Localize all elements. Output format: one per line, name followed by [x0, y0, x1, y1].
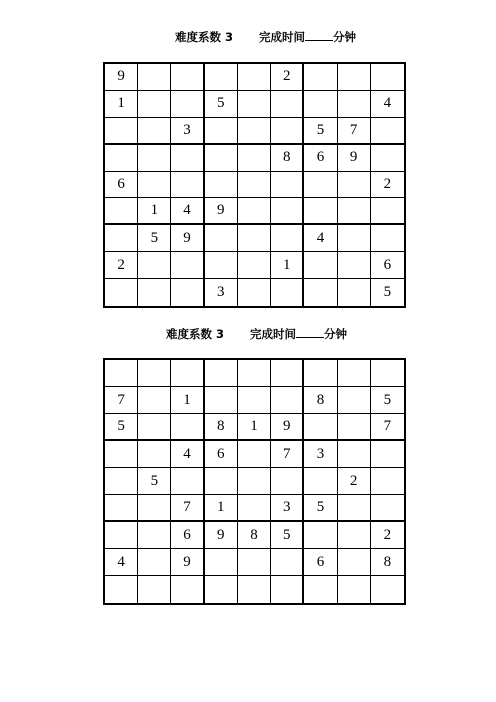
- sudoku-cell[interactable]: 8: [271, 145, 304, 172]
- sudoku-cell[interactable]: [304, 198, 337, 225]
- sudoku-cell[interactable]: [105, 279, 138, 306]
- sudoku-cell[interactable]: [105, 576, 138, 603]
- sudoku-cell[interactable]: 3: [304, 441, 337, 468]
- sudoku-cell[interactable]: [205, 172, 238, 199]
- difficulty-label: 难度系数 3: [166, 327, 225, 341]
- sudoku-cell[interactable]: [338, 279, 371, 306]
- sudoku-cell[interactable]: 8: [205, 414, 238, 441]
- sudoku-cell[interactable]: [371, 225, 404, 252]
- sudoku-cell[interactable]: 2: [338, 468, 371, 495]
- sudoku-cell[interactable]: 9: [338, 145, 371, 172]
- sudoku-cell[interactable]: [105, 522, 138, 549]
- sudoku-cell[interactable]: [138, 576, 171, 603]
- sudoku-cell[interactable]: [138, 387, 171, 414]
- sudoku-cell[interactable]: [171, 360, 204, 387]
- sudoku-cell[interactable]: [205, 64, 238, 91]
- sudoku-cell[interactable]: [105, 360, 138, 387]
- sudoku-cell[interactable]: 1: [271, 252, 304, 279]
- sudoku-cell[interactable]: [238, 387, 271, 414]
- sudoku-cell[interactable]: [138, 252, 171, 279]
- sudoku-cell[interactable]: 4: [304, 225, 337, 252]
- sudoku-cell[interactable]: 2: [105, 252, 138, 279]
- sudoku-cell[interactable]: 5: [304, 118, 337, 145]
- sudoku-cell[interactable]: [338, 91, 371, 118]
- sudoku-cell[interactable]: [238, 495, 271, 522]
- sudoku-cell[interactable]: 7: [171, 495, 204, 522]
- sudoku-cell[interactable]: [371, 64, 404, 91]
- sudoku-cell[interactable]: [304, 172, 337, 199]
- sudoku-cell[interactable]: 1: [238, 414, 271, 441]
- sudoku-cell[interactable]: [238, 252, 271, 279]
- sudoku-cell[interactable]: 1: [205, 495, 238, 522]
- sudoku-cell[interactable]: [271, 198, 304, 225]
- sudoku-cell[interactable]: [338, 576, 371, 603]
- sudoku-cell[interactable]: [105, 118, 138, 145]
- sudoku-cell[interactable]: [238, 64, 271, 91]
- sudoku-grid-1: [103, 62, 406, 308]
- sudoku-cell[interactable]: [238, 198, 271, 225]
- sudoku-cell[interactable]: [171, 91, 204, 118]
- sudoku-cell[interactable]: [338, 172, 371, 199]
- sudoku-cell[interactable]: 9: [205, 522, 238, 549]
- sudoku-cell[interactable]: [304, 91, 337, 118]
- sudoku-cell[interactable]: [238, 441, 271, 468]
- sudoku-cell[interactable]: [338, 495, 371, 522]
- sudoku-cell[interactable]: 7: [338, 118, 371, 145]
- sudoku-cell[interactable]: 7: [371, 414, 404, 441]
- sudoku-cell[interactable]: [271, 225, 304, 252]
- sudoku-cell[interactable]: [304, 360, 337, 387]
- sudoku-cell[interactable]: [271, 172, 304, 199]
- sudoku-cell[interactable]: [271, 360, 304, 387]
- sudoku-cell[interactable]: 5: [271, 522, 304, 549]
- sudoku-cell[interactable]: [105, 198, 138, 225]
- time-blank-line: [305, 30, 333, 41]
- sudoku-cell[interactable]: 5: [138, 468, 171, 495]
- sudoku-cell[interactable]: [304, 468, 337, 495]
- sudoku-cell[interactable]: [304, 576, 337, 603]
- sudoku-cell[interactable]: 5: [105, 414, 138, 441]
- sudoku-cell[interactable]: 6: [304, 549, 337, 576]
- sudoku-cell[interactable]: 3: [271, 495, 304, 522]
- sudoku-cell[interactable]: [138, 522, 171, 549]
- sudoku-cell[interactable]: [105, 145, 138, 172]
- sudoku-cell[interactable]: [304, 414, 337, 441]
- sudoku-cell[interactable]: [238, 225, 271, 252]
- sudoku-cell[interactable]: [171, 414, 204, 441]
- sudoku-cell[interactable]: [171, 576, 204, 603]
- sudoku-cell[interactable]: [205, 549, 238, 576]
- sudoku-cell[interactable]: [304, 522, 337, 549]
- sudoku-cell[interactable]: [271, 468, 304, 495]
- sudoku-cell[interactable]: [138, 118, 171, 145]
- sudoku-cell[interactable]: 5: [138, 225, 171, 252]
- sudoku-cell[interactable]: [205, 360, 238, 387]
- sudoku-cell[interactable]: 6: [171, 522, 204, 549]
- sudoku-cell[interactable]: [338, 441, 371, 468]
- sudoku-cell[interactable]: 6: [105, 172, 138, 199]
- sudoku-cell[interactable]: [371, 145, 404, 172]
- sudoku-cell[interactable]: [238, 576, 271, 603]
- sudoku-cell[interactable]: [371, 495, 404, 522]
- sudoku-cell[interactable]: [238, 360, 271, 387]
- sudoku-cell[interactable]: [138, 145, 171, 172]
- sudoku-cell[interactable]: [371, 198, 404, 225]
- sudoku-cell[interactable]: [271, 279, 304, 306]
- sudoku-cell[interactable]: 6: [371, 252, 404, 279]
- sudoku-cell[interactable]: [138, 64, 171, 91]
- sudoku-cell[interactable]: 7: [271, 441, 304, 468]
- sudoku-cell[interactable]: [105, 468, 138, 495]
- sudoku-grid-2: [103, 358, 406, 605]
- sudoku-cell[interactable]: 4: [105, 549, 138, 576]
- minutes-unit-label: 分钟: [324, 327, 348, 341]
- sudoku-cell[interactable]: [171, 172, 204, 199]
- sudoku-cell[interactable]: [338, 522, 371, 549]
- sudoku-cell[interactable]: [271, 576, 304, 603]
- sudoku-cell[interactable]: [238, 279, 271, 306]
- sudoku-cell[interactable]: 5: [371, 387, 404, 414]
- sudoku-cell[interactable]: [171, 279, 204, 306]
- sudoku-cell[interactable]: 5: [304, 495, 337, 522]
- sudoku-cell[interactable]: [304, 64, 337, 91]
- sudoku-cell[interactable]: [105, 495, 138, 522]
- sudoku-cell[interactable]: 1: [105, 91, 138, 118]
- sudoku-cell[interactable]: [304, 279, 337, 306]
- sudoku-cell[interactable]: 9: [271, 414, 304, 441]
- sudoku-cell[interactable]: 4: [171, 198, 204, 225]
- sudoku-cell[interactable]: 3: [205, 279, 238, 306]
- sudoku-cell[interactable]: [371, 576, 404, 603]
- sudoku-cell[interactable]: [271, 91, 304, 118]
- sudoku-cell[interactable]: [138, 414, 171, 441]
- sudoku-cell[interactable]: 8: [371, 549, 404, 576]
- sudoku-cell[interactable]: 9: [171, 549, 204, 576]
- sudoku-cell[interactable]: 1: [171, 387, 204, 414]
- sudoku-cell[interactable]: [205, 145, 238, 172]
- sudoku-cell[interactable]: [171, 252, 204, 279]
- sudoku-cell[interactable]: [338, 549, 371, 576]
- sudoku-cell[interactable]: [138, 441, 171, 468]
- sudoku-cell[interactable]: 5: [205, 91, 238, 118]
- sudoku-cell[interactable]: [205, 118, 238, 145]
- sudoku-cell[interactable]: [338, 64, 371, 91]
- sudoku-cell[interactable]: 9: [171, 225, 204, 252]
- sudoku-cell[interactable]: [205, 252, 238, 279]
- sudoku-cell[interactable]: 4: [171, 441, 204, 468]
- sudoku-cell[interactable]: 8: [238, 522, 271, 549]
- sudoku-cell[interactable]: 5: [383, 284, 392, 301]
- puzzle-1-heading: [175, 30, 356, 44]
- sudoku-cell[interactable]: [138, 279, 171, 306]
- sudoku-cell[interactable]: 8: [304, 387, 337, 414]
- sudoku-cell[interactable]: [105, 441, 138, 468]
- sudoku-cell[interactable]: [238, 91, 271, 118]
- sudoku-cell[interactable]: [338, 387, 371, 414]
- completion-time-label: 完成时间: [250, 327, 297, 341]
- sudoku-cell[interactable]: 2: [371, 522, 404, 549]
- sudoku-cell[interactable]: [171, 468, 204, 495]
- sudoku-cell[interactable]: 6: [304, 145, 337, 172]
- sudoku-cell[interactable]: [338, 252, 371, 279]
- sudoku-cell[interactable]: [171, 64, 204, 91]
- sudoku-cell[interactable]: [238, 145, 271, 172]
- sudoku-cell[interactable]: 1: [138, 198, 171, 225]
- puzzle-2-heading: [166, 327, 347, 341]
- sudoku-cell[interactable]: [271, 118, 304, 145]
- minutes-unit-label: 分钟: [333, 30, 357, 44]
- sudoku-cell[interactable]: [205, 387, 238, 414]
- sudoku-cell[interactable]: 9: [205, 198, 238, 225]
- sudoku-cell[interactable]: [138, 495, 171, 522]
- sudoku-cell[interactable]: [238, 549, 271, 576]
- sudoku-cell[interactable]: 7: [105, 387, 138, 414]
- sudoku-cell[interactable]: [205, 225, 238, 252]
- sudoku-cell[interactable]: [371, 360, 404, 387]
- time-blank-line: [296, 327, 324, 338]
- sudoku-cell[interactable]: [371, 441, 404, 468]
- sudoku-cell[interactable]: [138, 549, 171, 576]
- sudoku-cell[interactable]: [138, 360, 171, 387]
- sudoku-cell[interactable]: 4: [371, 91, 404, 118]
- sudoku-cell[interactable]: 3: [171, 118, 204, 145]
- sudoku-cell[interactable]: [205, 468, 238, 495]
- sudoku-cell[interactable]: [304, 252, 337, 279]
- sudoku-cell[interactable]: [371, 468, 404, 495]
- sudoku-cell[interactable]: 2: [271, 64, 304, 91]
- sudoku-cell[interactable]: [338, 360, 371, 387]
- sudoku-cell[interactable]: [271, 549, 304, 576]
- sudoku-cell[interactable]: 9: [105, 64, 138, 91]
- sudoku-cell[interactable]: [238, 172, 271, 199]
- sudoku-cell[interactable]: [338, 414, 371, 441]
- sudoku-cell[interactable]: [338, 198, 371, 225]
- completion-time-label: 完成时间: [259, 30, 306, 44]
- sudoku-cell[interactable]: 6: [205, 441, 238, 468]
- difficulty-label: 难度系数 3: [175, 30, 234, 44]
- sudoku-cell[interactable]: 2: [371, 172, 404, 199]
- sudoku-cell[interactable]: [171, 145, 204, 172]
- sudoku-cell[interactable]: [271, 387, 304, 414]
- sudoku-cell[interactable]: [205, 576, 238, 603]
- sudoku-cell[interactable]: [138, 172, 171, 199]
- sudoku-cell[interactable]: [238, 468, 271, 495]
- sudoku-cell[interactable]: [338, 225, 371, 252]
- sudoku-cell[interactable]: [138, 91, 171, 118]
- sudoku-cell[interactable]: [371, 118, 404, 145]
- sudoku-cell[interactable]: [238, 118, 271, 145]
- sudoku-cell[interactable]: [105, 225, 138, 252]
